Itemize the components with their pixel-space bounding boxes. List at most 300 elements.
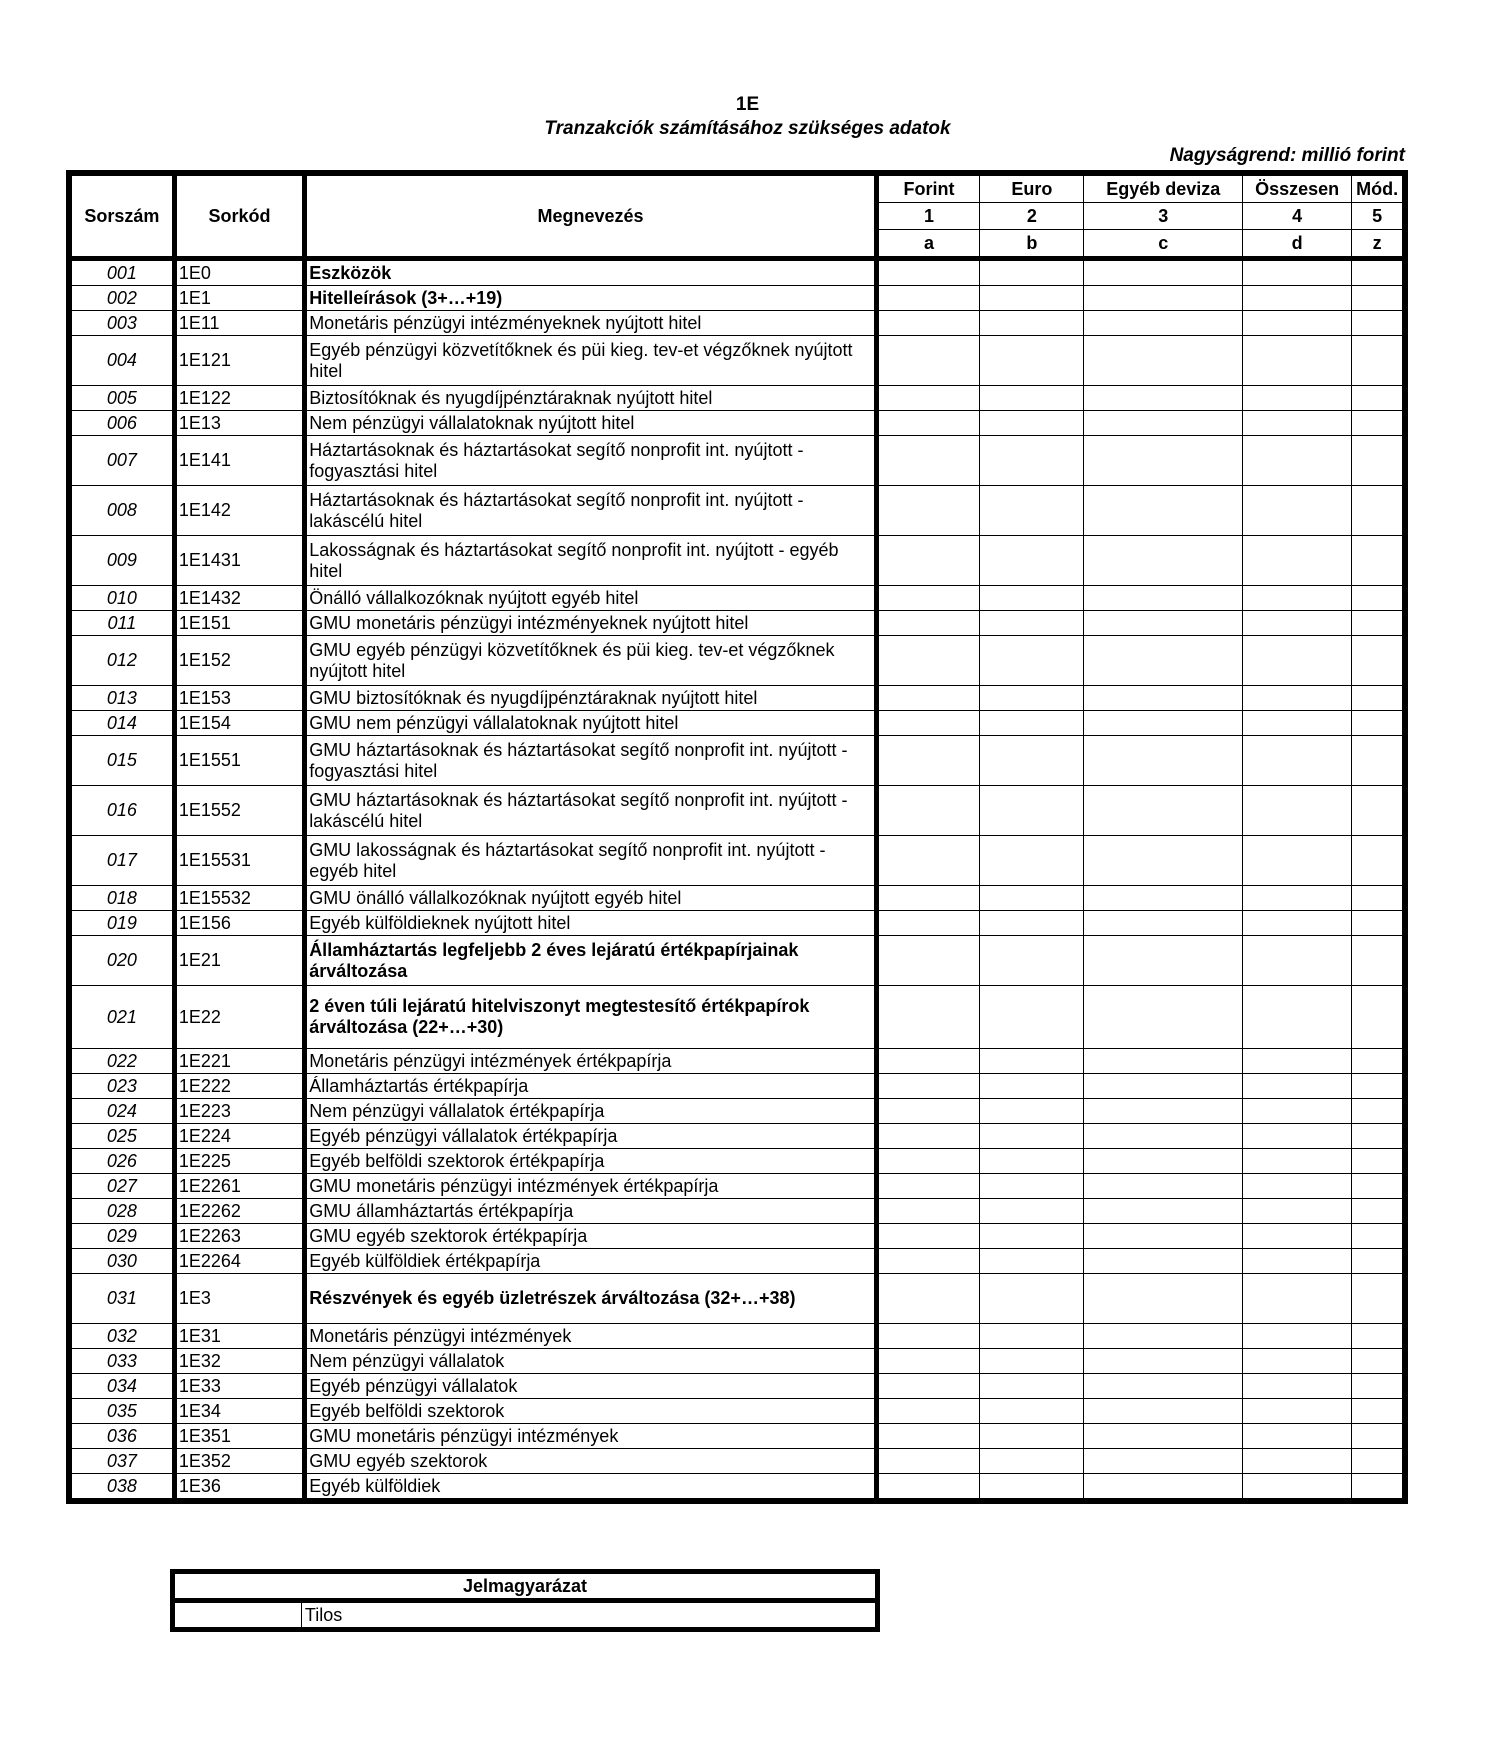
legend-title: Jelmagyarázat <box>173 1572 878 1601</box>
header-mod: Mód. <box>1352 173 1405 203</box>
row-name: Államháztartás értékpapírja <box>305 1074 877 1099</box>
cell-euro[interactable] <box>980 886 1084 911</box>
row-code: 1E1551 <box>174 736 304 786</box>
cell-osszesen[interactable] <box>1242 1474 1351 1502</box>
cell-egyeb-deviza[interactable] <box>1084 1049 1242 1074</box>
table-row <box>69 786 1405 836</box>
cell-osszesen[interactable] <box>1242 1374 1351 1399</box>
cell-egyeb-deviza[interactable] <box>1084 736 1242 786</box>
cell-egyeb-deviza[interactable] <box>1084 1149 1242 1174</box>
cell-mod[interactable] <box>1352 611 1405 636</box>
row-code: 1E1 <box>174 286 304 311</box>
table-row <box>69 1124 1405 1149</box>
row-name: GMU monetáris pénzügyi intézmények értékpapírja <box>305 1174 877 1199</box>
cell-forint[interactable] <box>876 1374 979 1399</box>
cell-mod[interactable] <box>1352 486 1405 536</box>
cell-osszesen[interactable] <box>1242 1074 1351 1099</box>
cell-egyeb-deviza[interactable] <box>1084 286 1242 311</box>
header-osszesen: Összesen <box>1242 173 1351 203</box>
cell-mod[interactable] <box>1352 836 1405 886</box>
cell-euro[interactable] <box>980 1149 1084 1174</box>
cell-euro[interactable] <box>980 286 1084 311</box>
cell-mod[interactable] <box>1352 1374 1405 1399</box>
cell-egyeb-deviza[interactable] <box>1084 1374 1242 1399</box>
table-row <box>69 411 1405 436</box>
colletter-c: c <box>1084 230 1242 259</box>
cell-euro[interactable] <box>980 411 1084 436</box>
cell-euro[interactable] <box>980 836 1084 886</box>
cell-euro[interactable] <box>980 1324 1084 1349</box>
row-code: 1E142 <box>174 486 304 536</box>
row-name: Lakosságnak és háztartásokat segítő nonprofit int. nyújtott - egyéb hitel <box>305 536 877 586</box>
cell-euro[interactable] <box>980 911 1084 936</box>
header-forint: Forint <box>876 173 979 203</box>
row-code: 1E2264 <box>174 1249 304 1274</box>
cell-euro[interactable] <box>980 311 1084 336</box>
cell-egyeb-deviza[interactable] <box>1084 1074 1242 1099</box>
row-number: 015 <box>69 736 174 786</box>
cell-egyeb-deviza[interactable] <box>1084 486 1242 536</box>
cell-euro[interactable] <box>980 636 1084 686</box>
cell-mod[interactable] <box>1352 636 1405 686</box>
table-row <box>69 586 1405 611</box>
cell-egyeb-deviza[interactable] <box>1084 1174 1242 1199</box>
row-code: 1E11 <box>174 311 304 336</box>
cell-mod[interactable] <box>1352 1049 1405 1074</box>
cell-osszesen[interactable] <box>1242 286 1351 311</box>
cell-euro[interactable] <box>980 586 1084 611</box>
row-code: 1E221 <box>174 1049 304 1074</box>
row-code: 1E352 <box>174 1449 304 1474</box>
cell-osszesen[interactable] <box>1242 986 1351 1049</box>
row-number: 013 <box>69 686 174 711</box>
cell-egyeb-deviza[interactable] <box>1084 686 1242 711</box>
cell-osszesen[interactable] <box>1242 1124 1351 1149</box>
cell-euro[interactable] <box>980 1349 1084 1374</box>
cell-forint[interactable] <box>876 711 979 736</box>
data-table <box>66 170 1408 1504</box>
cell-forint[interactable] <box>876 1324 979 1349</box>
row-code: 1E2261 <box>174 1174 304 1199</box>
cell-mod[interactable] <box>1352 586 1405 611</box>
cell-mod[interactable] <box>1352 1274 1405 1324</box>
cell-osszesen[interactable] <box>1242 386 1351 411</box>
row-code: 1E3 <box>174 1274 304 1324</box>
cell-forint[interactable] <box>876 736 979 786</box>
row-number: 023 <box>69 1074 174 1099</box>
cell-forint[interactable] <box>876 1449 979 1474</box>
row-number: 021 <box>69 986 174 1049</box>
row-name: Egyéb külföldieknek nyújtott hitel <box>305 911 877 936</box>
row-number: 001 <box>69 259 174 286</box>
row-number: 016 <box>69 786 174 836</box>
cell-euro[interactable] <box>980 1474 1084 1502</box>
row-code: 1E2263 <box>174 1224 304 1249</box>
cell-forint[interactable] <box>876 311 979 336</box>
cell-egyeb-deviza[interactable] <box>1084 1424 1242 1449</box>
cell-mod[interactable] <box>1352 1399 1405 1424</box>
cell-osszesen[interactable] <box>1242 1174 1351 1199</box>
cell-mod[interactable] <box>1352 1474 1405 1502</box>
table-row <box>69 1349 1405 1374</box>
cell-egyeb-deviza[interactable] <box>1084 936 1242 986</box>
cell-egyeb-deviza[interactable] <box>1084 386 1242 411</box>
cell-mod[interactable] <box>1352 336 1405 386</box>
cell-osszesen[interactable] <box>1242 836 1351 886</box>
cell-egyeb-deviza[interactable] <box>1084 886 1242 911</box>
cell-mod[interactable] <box>1352 736 1405 786</box>
cell-mod[interactable] <box>1352 536 1405 586</box>
cell-egyeb-deviza[interactable] <box>1084 911 1242 936</box>
cell-forint[interactable] <box>876 886 979 911</box>
cell-osszesen[interactable] <box>1242 586 1351 611</box>
cell-euro[interactable] <box>980 486 1084 536</box>
cell-osszesen[interactable] <box>1242 1424 1351 1449</box>
row-code: 1E15532 <box>174 886 304 911</box>
cell-mod[interactable] <box>1352 711 1405 736</box>
cell-osszesen[interactable] <box>1242 436 1351 486</box>
cell-osszesen[interactable] <box>1242 736 1351 786</box>
cell-osszesen[interactable] <box>1242 536 1351 586</box>
row-name: Eszközök <box>305 259 877 286</box>
cell-egyeb-deviza[interactable] <box>1084 436 1242 486</box>
cell-egyeb-deviza[interactable] <box>1084 786 1242 836</box>
cell-osszesen[interactable] <box>1242 311 1351 336</box>
row-code: 1E223 <box>174 1099 304 1124</box>
cell-mod[interactable] <box>1352 936 1405 986</box>
cell-egyeb-deviza[interactable] <box>1084 1099 1242 1124</box>
cell-egyeb-deviza[interactable] <box>1084 586 1242 611</box>
row-code: 1E33 <box>174 1374 304 1399</box>
cell-egyeb-deviza[interactable] <box>1084 986 1242 1049</box>
row-name: Egyéb belföldi szektorok <box>305 1399 877 1424</box>
header-sorkod: Sorkód <box>174 173 304 259</box>
cell-forint[interactable] <box>876 636 979 686</box>
cell-forint[interactable] <box>876 486 979 536</box>
cell-mod[interactable] <box>1352 411 1405 436</box>
cell-osszesen[interactable] <box>1242 411 1351 436</box>
header-sorszam: Sorszám <box>69 173 174 259</box>
cell-osszesen[interactable] <box>1242 336 1351 386</box>
row-name: GMU nem pénzügyi vállalatoknak nyújtott hitel <box>305 711 877 736</box>
cell-forint[interactable] <box>876 1474 979 1502</box>
cell-euro[interactable] <box>980 936 1084 986</box>
cell-euro[interactable] <box>980 386 1084 411</box>
row-name: Részvények és egyéb üzletrészek árváltozása (32+…+38) <box>305 1274 877 1324</box>
cell-mod[interactable] <box>1352 436 1405 486</box>
cell-osszesen[interactable] <box>1242 1399 1351 1424</box>
cell-mod[interactable] <box>1352 386 1405 411</box>
row-code: 1E31 <box>174 1324 304 1349</box>
cell-mod[interactable] <box>1352 1199 1405 1224</box>
cell-forint[interactable] <box>876 1224 979 1249</box>
cell-mod[interactable] <box>1352 886 1405 911</box>
cell-osszesen[interactable] <box>1242 259 1351 286</box>
cell-egyeb-deviza[interactable] <box>1084 1399 1242 1424</box>
cell-osszesen[interactable] <box>1242 936 1351 986</box>
cell-osszesen[interactable] <box>1242 786 1351 836</box>
cell-mod[interactable] <box>1352 311 1405 336</box>
cell-egyeb-deviza[interactable] <box>1084 536 1242 586</box>
cell-forint[interactable] <box>876 1149 979 1174</box>
cell-osszesen[interactable] <box>1242 911 1351 936</box>
cell-osszesen[interactable] <box>1242 636 1351 686</box>
cell-egyeb-deviza[interactable] <box>1084 1449 1242 1474</box>
row-number: 006 <box>69 411 174 436</box>
cell-euro[interactable] <box>980 1074 1084 1099</box>
cell-euro[interactable] <box>980 1449 1084 1474</box>
row-name: GMU egyéb szektorok <box>305 1449 877 1474</box>
cell-forint[interactable] <box>876 386 979 411</box>
row-name: Nem pénzügyi vállalatoknak nyújtott hitel <box>305 411 877 436</box>
cell-mod[interactable] <box>1352 986 1405 1049</box>
cell-forint[interactable] <box>876 1099 979 1124</box>
cell-euro[interactable] <box>980 1399 1084 1424</box>
cell-egyeb-deviza[interactable] <box>1084 1349 1242 1374</box>
row-name: Monetáris pénzügyi intézmények <box>305 1324 877 1349</box>
cell-mod[interactable] <box>1352 686 1405 711</box>
header-egyeb-deviza: Egyéb deviza <box>1084 173 1242 203</box>
table-row <box>69 1474 1405 1502</box>
cell-osszesen[interactable] <box>1242 1349 1351 1374</box>
table-row <box>69 259 1405 286</box>
cell-forint[interactable] <box>876 1124 979 1149</box>
cell-osszesen[interactable] <box>1242 1049 1351 1074</box>
cell-egyeb-deviza[interactable] <box>1084 1474 1242 1502</box>
row-name: GMU háztartásoknak és háztartásokat segítő nonprofit int. nyújtott - lakáscélú hitel <box>305 786 877 836</box>
cell-mod[interactable] <box>1352 1224 1405 1249</box>
cell-forint[interactable] <box>876 1049 979 1074</box>
cell-forint[interactable] <box>876 1199 979 1224</box>
row-code: 1E22 <box>174 986 304 1049</box>
row-code: 1E36 <box>174 1474 304 1502</box>
cell-euro[interactable] <box>980 711 1084 736</box>
cell-osszesen[interactable] <box>1242 711 1351 736</box>
row-number: 032 <box>69 1324 174 1349</box>
cell-mod[interactable] <box>1352 1149 1405 1174</box>
cell-osszesen[interactable] <box>1242 1249 1351 1274</box>
cell-forint[interactable] <box>876 986 979 1049</box>
row-number: 007 <box>69 436 174 486</box>
row-number: 019 <box>69 911 174 936</box>
cell-forint[interactable] <box>876 436 979 486</box>
cell-forint[interactable] <box>876 1349 979 1374</box>
row-name: GMU önálló vállalkozóknak nyújtott egyéb hitel <box>305 886 877 911</box>
row-number: 026 <box>69 1149 174 1174</box>
table-row <box>69 611 1405 636</box>
cell-forint[interactable] <box>876 1399 979 1424</box>
table-row <box>69 1149 1405 1174</box>
cell-mod[interactable] <box>1352 259 1405 286</box>
table-row <box>69 336 1405 386</box>
cell-mod[interactable] <box>1352 911 1405 936</box>
legend-table <box>170 1569 880 1632</box>
cell-mod[interactable] <box>1352 286 1405 311</box>
cell-euro[interactable] <box>980 1099 1084 1124</box>
cell-forint[interactable] <box>876 536 979 586</box>
row-number: 035 <box>69 1399 174 1424</box>
row-code: 1E1552 <box>174 786 304 836</box>
cell-egyeb-deviza[interactable] <box>1084 311 1242 336</box>
row-number: 037 <box>69 1449 174 1474</box>
cell-osszesen[interactable] <box>1242 1274 1351 1324</box>
cell-euro[interactable] <box>980 1174 1084 1199</box>
row-number: 027 <box>69 1174 174 1199</box>
table-row <box>69 286 1405 311</box>
table-row <box>69 311 1405 336</box>
cell-mod[interactable] <box>1352 1349 1405 1374</box>
row-name: GMU lakosságnak és háztartásokat segítő nonprofit int. nyújtott - egyéb hitel <box>305 836 877 886</box>
cell-euro[interactable] <box>980 786 1084 836</box>
cell-forint[interactable] <box>876 286 979 311</box>
cell-forint[interactable] <box>876 336 979 386</box>
cell-forint[interactable] <box>876 1424 979 1449</box>
cell-egyeb-deviza[interactable] <box>1084 836 1242 886</box>
cell-forint[interactable] <box>876 911 979 936</box>
table-row <box>69 736 1405 786</box>
cell-osszesen[interactable] <box>1242 1449 1351 1474</box>
row-code: 1E151 <box>174 611 304 636</box>
cell-egyeb-deviza[interactable] <box>1084 411 1242 436</box>
unit-note: Nagyságrend: millió forint <box>1169 145 1405 166</box>
row-name: GMU biztosítóknak és nyugdíjpénztáraknak nyújtott hitel <box>305 686 877 711</box>
cell-euro[interactable] <box>980 1049 1084 1074</box>
cell-euro[interactable] <box>980 536 1084 586</box>
cell-egyeb-deviza[interactable] <box>1084 1324 1242 1349</box>
cell-osszesen[interactable] <box>1242 686 1351 711</box>
colnum-2: 2 <box>980 203 1084 230</box>
cell-osszesen[interactable] <box>1242 611 1351 636</box>
table-row <box>69 711 1405 736</box>
cell-euro[interactable] <box>980 736 1084 786</box>
cell-euro[interactable] <box>980 1199 1084 1224</box>
cell-osszesen[interactable] <box>1242 1224 1351 1249</box>
row-code: 1E222 <box>174 1074 304 1099</box>
cell-mod[interactable] <box>1352 1174 1405 1199</box>
cell-mod[interactable] <box>1352 1074 1405 1099</box>
cell-osszesen[interactable] <box>1242 1199 1351 1224</box>
cell-egyeb-deviza[interactable] <box>1084 1199 1242 1224</box>
cell-forint[interactable] <box>876 786 979 836</box>
table-row <box>69 936 1405 986</box>
cell-egyeb-deviza[interactable] <box>1084 1124 1242 1149</box>
form-code: 1E <box>735 94 760 115</box>
table-row <box>69 1049 1405 1074</box>
cell-euro[interactable] <box>980 336 1084 386</box>
row-code: 1E34 <box>174 1399 304 1424</box>
form-title: Tranzakciók számításához szükséges adatok <box>544 118 951 139</box>
cell-osszesen[interactable] <box>1242 886 1351 911</box>
row-name: Önálló vállalkozóknak nyújtott egyéb hitel <box>305 586 877 611</box>
cell-mod[interactable] <box>1352 1424 1405 1449</box>
cell-mod[interactable] <box>1352 1449 1405 1474</box>
cell-mod[interactable] <box>1352 1324 1405 1349</box>
row-name: Egyéb külföldiek értékpapírja <box>305 1249 877 1274</box>
cell-osszesen[interactable] <box>1242 486 1351 536</box>
cell-osszesen[interactable] <box>1242 1099 1351 1124</box>
cell-euro[interactable] <box>980 986 1084 1049</box>
row-name: Biztosítóknak és nyugdíjpénztáraknak nyújtott hitel <box>305 386 877 411</box>
cell-euro[interactable] <box>980 611 1084 636</box>
row-name: GMU monetáris pénzügyi intézmények <box>305 1424 877 1449</box>
row-code: 1E141 <box>174 436 304 486</box>
table-row <box>69 1399 1405 1424</box>
cell-mod[interactable] <box>1352 1099 1405 1124</box>
row-number: 030 <box>69 1249 174 1274</box>
row-code: 1E15531 <box>174 836 304 886</box>
cell-forint[interactable] <box>876 1174 979 1199</box>
cell-forint[interactable] <box>876 1074 979 1099</box>
cell-euro[interactable] <box>980 436 1084 486</box>
row-name: Hitelleírások (3+…+19) <box>305 286 877 311</box>
cell-euro[interactable] <box>980 1224 1084 1249</box>
cell-euro[interactable] <box>980 1249 1084 1274</box>
cell-egyeb-deviza[interactable] <box>1084 711 1242 736</box>
cell-mod[interactable] <box>1352 1249 1405 1274</box>
cell-egyeb-deviza[interactable] <box>1084 1224 1242 1249</box>
cell-egyeb-deviza[interactable] <box>1084 636 1242 686</box>
cell-mod[interactable] <box>1352 786 1405 836</box>
cell-euro[interactable] <box>980 1374 1084 1399</box>
cell-forint[interactable] <box>876 586 979 611</box>
cell-euro[interactable] <box>980 1274 1084 1324</box>
table-row <box>69 536 1405 586</box>
cell-osszesen[interactable] <box>1242 1324 1351 1349</box>
cell-forint[interactable] <box>876 411 979 436</box>
cell-euro[interactable] <box>980 259 1084 286</box>
cell-egyeb-deviza[interactable] <box>1084 611 1242 636</box>
cell-egyeb-deviza[interactable] <box>1084 336 1242 386</box>
row-number: 029 <box>69 1224 174 1249</box>
cell-forint[interactable] <box>876 1249 979 1274</box>
cell-forint[interactable] <box>876 611 979 636</box>
row-name: Államháztartás legfeljebb 2 éves lejáratú értékpapírjainak árváltozása <box>305 936 877 986</box>
row-name: Háztartásoknak és háztartásokat segítő nonprofit int. nyújtott - lakáscélú hitel <box>305 486 877 536</box>
row-number: 025 <box>69 1124 174 1149</box>
colletter-z: z <box>1352 230 1405 259</box>
row-code: 1E32 <box>174 1349 304 1374</box>
cell-forint[interactable] <box>876 836 979 886</box>
cell-euro[interactable] <box>980 1124 1084 1149</box>
colnum-5: 5 <box>1352 203 1405 230</box>
legend-swatch <box>173 1601 302 1630</box>
row-number: 038 <box>69 1474 174 1502</box>
cell-euro[interactable] <box>980 1424 1084 1449</box>
row-code: 1E154 <box>174 711 304 736</box>
table-row <box>69 486 1405 536</box>
row-name: Nem pénzügyi vállalatok <box>305 1349 877 1374</box>
row-number: 004 <box>69 336 174 386</box>
cell-forint[interactable] <box>876 259 979 286</box>
row-number: 010 <box>69 586 174 611</box>
cell-osszesen[interactable] <box>1242 1149 1351 1174</box>
row-code: 1E1432 <box>174 586 304 611</box>
cell-egyeb-deviza[interactable] <box>1084 1249 1242 1274</box>
row-number: 034 <box>69 1374 174 1399</box>
cell-forint[interactable] <box>876 1274 979 1324</box>
row-name: Egyéb külföldiek <box>305 1474 877 1502</box>
cell-egyeb-deviza[interactable] <box>1084 259 1242 286</box>
row-number: 020 <box>69 936 174 986</box>
cell-egyeb-deviza[interactable] <box>1084 1274 1242 1324</box>
cell-mod[interactable] <box>1352 1124 1405 1149</box>
cell-forint[interactable] <box>876 686 979 711</box>
cell-euro[interactable] <box>980 686 1084 711</box>
row-code: 1E122 <box>174 386 304 411</box>
colletter-b: b <box>980 230 1084 259</box>
cell-forint[interactable] <box>876 936 979 986</box>
row-number: 009 <box>69 536 174 586</box>
